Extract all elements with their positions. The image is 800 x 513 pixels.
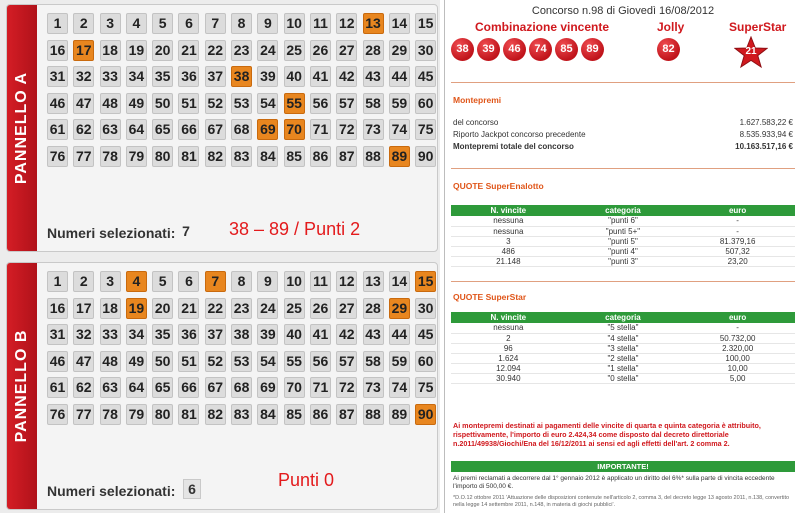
number-cell[interactable]: 87 xyxy=(336,146,357,167)
panel-a-side-tab xyxy=(7,5,37,251)
montepremi-row-label: Riporto Jackpot concorso precedente xyxy=(453,130,586,139)
number-cell[interactable]: 50 xyxy=(152,351,173,372)
number-cell[interactable]: 63 xyxy=(100,119,121,140)
number-cell[interactable]: 70 xyxy=(284,377,305,398)
number-cell-selected[interactable]: 38 xyxy=(231,66,252,87)
number-cell[interactable]: 78 xyxy=(100,404,121,425)
number-cell[interactable]: 69 xyxy=(257,377,278,398)
number-cell[interactable]: 68 xyxy=(231,377,252,398)
number-cell[interactable]: 58 xyxy=(363,93,384,114)
number-cell[interactable]: 85 xyxy=(284,146,305,167)
number-cell[interactable]: 14 xyxy=(389,271,410,292)
number-cell[interactable]: 21 xyxy=(178,40,199,61)
table-row xyxy=(451,323,795,333)
number-cell[interactable]: 81 xyxy=(178,146,199,167)
number-cell-selected[interactable]: 19 xyxy=(126,298,147,319)
table-row xyxy=(451,333,795,343)
table-row xyxy=(451,216,795,226)
number-cell[interactable]: 51 xyxy=(178,351,199,372)
montepremi-row-value: 8.535.933,94 € xyxy=(739,130,793,139)
number-cell[interactable]: 59 xyxy=(389,93,410,114)
number-cell[interactable]: 71 xyxy=(310,377,331,398)
table-cell: 96 xyxy=(451,343,566,353)
table-row xyxy=(451,226,795,236)
number-cell[interactable]: 23 xyxy=(231,298,252,319)
number-cell[interactable]: 48 xyxy=(100,93,121,114)
panel-a-selected-count: 7 xyxy=(182,223,190,239)
number-cell[interactable]: 18 xyxy=(100,40,121,61)
table-cell: 30.940 xyxy=(451,373,566,383)
number-cell[interactable]: 33 xyxy=(100,66,121,87)
number-cell[interactable]: 48 xyxy=(100,351,121,372)
number-cell[interactable]: 59 xyxy=(389,351,410,372)
column-header: categoria xyxy=(566,312,681,323)
superstar-label: SuperStar xyxy=(729,20,787,34)
number-cell[interactable]: 88 xyxy=(363,146,384,167)
table-cell: 50.732,00 xyxy=(680,333,795,343)
number-cell[interactable]: 26 xyxy=(310,298,331,319)
quote-superstar-table xyxy=(451,312,795,384)
panel-b-selected-count: 6 xyxy=(183,479,201,499)
number-cell[interactable]: 37 xyxy=(205,324,226,345)
table-cell: 3 xyxy=(451,236,566,246)
number-cell-selected[interactable]: 70 xyxy=(284,119,305,140)
number-cell[interactable]: 45 xyxy=(415,66,436,87)
table-row xyxy=(451,353,795,363)
panel-a-number-grid xyxy=(47,13,437,167)
number-cell[interactable]: 41 xyxy=(310,324,331,345)
winning-ball: 46 xyxy=(503,38,526,61)
panel-b-selected-label: Numeri selezionati: xyxy=(47,483,176,499)
number-cell-selected[interactable]: 69 xyxy=(257,119,278,140)
number-cell-selected[interactable]: 15 xyxy=(415,271,436,292)
montepremi-note: Ai montepremi destinati ai pagamenti delle vincite di quarta e quinta categoria è attribuito, rispettivamente, l'importo di euro 2.424,34 come disposto dal decreto direttoriale n.2011/49938/Giochi/Ena del 16/12/2011 ai sensi ed agli effetti dell'art. 2 comma 2. xyxy=(453,421,761,448)
number-cell[interactable]: 8 xyxy=(231,271,252,292)
number-cell[interactable]: 15 xyxy=(415,13,436,34)
panel-a-label: PANNELLO A xyxy=(13,71,30,185)
table-cell: 1.624 xyxy=(451,353,566,363)
number-cell[interactable]: 61 xyxy=(47,377,68,398)
number-cell[interactable]: 80 xyxy=(152,404,173,425)
number-cell[interactable]: 16 xyxy=(47,298,68,319)
quote-superenalotto-title: QUOTE SuperEnalotto xyxy=(453,181,544,191)
number-cell[interactable]: 56 xyxy=(310,93,331,114)
panel-b-label: PANNELLO B xyxy=(13,329,30,443)
number-cell[interactable]: 8 xyxy=(231,13,252,34)
winning-ball: 85 xyxy=(555,38,578,61)
table-row xyxy=(451,363,795,373)
number-cell-selected[interactable]: 7 xyxy=(205,271,226,292)
number-cell[interactable]: 77 xyxy=(73,404,94,425)
number-cell[interactable]: 60 xyxy=(415,93,436,114)
number-cell[interactable]: 20 xyxy=(152,40,173,61)
montepremi-row-label: Montepremi totale del concorso xyxy=(453,142,574,151)
winning-combination-label: Combinazione vincente xyxy=(475,20,610,34)
number-cell[interactable]: 35 xyxy=(152,324,173,345)
number-cell[interactable]: 74 xyxy=(389,377,410,398)
number-cell[interactable]: 79 xyxy=(126,146,147,167)
table-cell: "5 stella" xyxy=(566,323,681,333)
number-cell[interactable]: 47 xyxy=(73,93,94,114)
number-cell[interactable]: 5 xyxy=(152,271,173,292)
number-cell[interactable]: 29 xyxy=(389,40,410,61)
number-cell[interactable]: 76 xyxy=(47,404,68,425)
number-cell[interactable]: 39 xyxy=(257,324,278,345)
number-cell-selected[interactable]: 89 xyxy=(389,146,410,167)
number-cell[interactable]: 45 xyxy=(415,324,436,345)
number-cell[interactable]: 74 xyxy=(389,119,410,140)
table-cell: 507,32 xyxy=(680,246,795,256)
number-cell[interactable]: 2 xyxy=(73,271,94,292)
panel-b-number-grid xyxy=(47,271,437,425)
number-cell[interactable]: 12 xyxy=(336,271,357,292)
table-cell: 5,00 xyxy=(680,373,795,383)
number-cell[interactable]: 2 xyxy=(73,13,94,34)
winning-ball: 74 xyxy=(529,38,552,61)
number-cell[interactable]: 62 xyxy=(73,377,94,398)
number-cell[interactable]: 54 xyxy=(257,93,278,114)
column-header: euro xyxy=(680,205,795,216)
number-cell[interactable]: 43 xyxy=(363,324,384,345)
number-cell-selected[interactable]: 17 xyxy=(73,40,94,61)
number-cell[interactable]: 64 xyxy=(126,377,147,398)
number-cell[interactable]: 87 xyxy=(336,404,357,425)
number-cell[interactable]: 52 xyxy=(205,351,226,372)
number-cell[interactable]: 40 xyxy=(284,324,305,345)
number-cell[interactable]: 46 xyxy=(47,93,68,114)
number-cell[interactable]: 78 xyxy=(100,146,121,167)
number-cell[interactable]: 24 xyxy=(257,40,278,61)
number-cell[interactable]: 75 xyxy=(415,119,436,140)
number-cell[interactable]: 89 xyxy=(389,404,410,425)
table-cell: 21.148 xyxy=(451,256,566,266)
winning-numbers xyxy=(451,38,604,61)
table-header-row xyxy=(451,205,795,216)
footnote: *D.O.12 ottobre 2011 'Attuazione delle disposizioni contenute nell'articolo 2, comma 3, del decreto legge 13 agosto 2011, n.138, convertito nella legge 14 settembre 2011, n.148, in materia di giochi pubblici'. xyxy=(453,495,790,508)
number-cell[interactable]: 6 xyxy=(178,13,199,34)
number-cell[interactable]: 49 xyxy=(126,351,147,372)
section-divider xyxy=(451,82,795,83)
panel-a-result-annotation: 38 – 89 / Punti 2 xyxy=(229,219,361,239)
number-cell[interactable]: 14 xyxy=(389,13,410,34)
number-cell[interactable]: 25 xyxy=(284,40,305,61)
number-cell[interactable]: 5 xyxy=(152,13,173,34)
table-cell: 81.379,16 xyxy=(680,236,795,246)
number-cell[interactable]: 22 xyxy=(205,298,226,319)
table-cell: "0 stella" xyxy=(566,373,681,383)
number-cell[interactable]: 80 xyxy=(152,146,173,167)
number-cell[interactable]: 31 xyxy=(47,66,68,87)
montepremi-row-value: 10.163.517,16 € xyxy=(735,142,793,151)
number-cell[interactable]: 11 xyxy=(310,13,331,34)
panel-a-selected-label: Numeri selezionati: xyxy=(47,225,176,241)
number-cell[interactable]: 9 xyxy=(257,13,278,34)
number-cell[interactable]: 73 xyxy=(363,119,384,140)
number-cell[interactable]: 20 xyxy=(152,298,173,319)
number-cell[interactable]: 21 xyxy=(178,298,199,319)
montepremi-title: Montepremi xyxy=(453,95,502,105)
panel-b-side-tab xyxy=(7,263,37,509)
table-cell: - xyxy=(680,323,795,333)
montepremi-total-row xyxy=(453,142,793,151)
panel-b-result-annotation: Punti 0 xyxy=(278,470,335,490)
table-cell: "1 stella" xyxy=(566,363,681,373)
number-cell[interactable]: 76 xyxy=(47,146,68,167)
winning-ball: 39 xyxy=(477,38,500,61)
table-cell: 2 xyxy=(451,333,566,343)
quote-superstar-title: QUOTE SuperStar xyxy=(453,292,527,302)
number-cell-selected[interactable]: 29 xyxy=(389,298,410,319)
number-cell[interactable]: 55 xyxy=(284,351,305,372)
table-row xyxy=(451,246,795,256)
importante-banner: IMPORTANTE! xyxy=(451,461,795,472)
number-cell[interactable]: 44 xyxy=(389,324,410,345)
number-cell[interactable]: 53 xyxy=(231,93,252,114)
column-header: N. vincite xyxy=(451,312,566,323)
number-cell[interactable]: 82 xyxy=(205,146,226,167)
draw-title: Concorso n.98 di Giovedì 16/08/2012 xyxy=(531,5,715,17)
jolly-label: Jolly xyxy=(657,20,685,34)
number-cell[interactable]: 63 xyxy=(100,377,121,398)
number-cell-selected[interactable]: 55 xyxy=(284,93,305,114)
column-header: euro xyxy=(680,312,795,323)
number-cell[interactable]: 12 xyxy=(336,13,357,34)
number-cell[interactable]: 23 xyxy=(231,40,252,61)
section-divider xyxy=(451,168,795,169)
number-cell[interactable]: 36 xyxy=(178,324,199,345)
number-cell[interactable]: 47 xyxy=(73,351,94,372)
number-cell[interactable]: 39 xyxy=(257,66,278,87)
montepremi-row xyxy=(453,130,793,139)
number-cell[interactable]: 56 xyxy=(310,351,331,372)
number-cell[interactable]: 72 xyxy=(336,119,357,140)
number-cell[interactable]: 66 xyxy=(178,119,199,140)
number-cell[interactable]: 26 xyxy=(310,40,331,61)
section-divider xyxy=(451,281,795,282)
number-cell[interactable]: 22 xyxy=(205,40,226,61)
number-cell[interactable]: 1 xyxy=(47,13,68,34)
number-cell[interactable]: 54 xyxy=(257,351,278,372)
number-cell[interactable]: 58 xyxy=(363,351,384,372)
number-cell[interactable]: 37 xyxy=(205,66,226,87)
montepremi-row-label: del concorso xyxy=(453,118,499,127)
number-cell[interactable]: 65 xyxy=(152,377,173,398)
number-cell[interactable]: 60 xyxy=(415,351,436,372)
panel-b xyxy=(6,262,438,510)
number-cell[interactable]: 42 xyxy=(336,66,357,87)
table-cell: "punti 4" xyxy=(566,246,681,256)
number-cell[interactable]: 49 xyxy=(126,93,147,114)
number-cell[interactable]: 61 xyxy=(47,119,68,140)
table-cell: "punti 6" xyxy=(566,216,681,226)
number-cell[interactable]: 85 xyxy=(284,404,305,425)
number-cell[interactable]: 3 xyxy=(100,13,121,34)
number-cell[interactable]: 13 xyxy=(363,271,384,292)
number-cell[interactable]: 67 xyxy=(205,377,226,398)
number-cell[interactable]: 34 xyxy=(126,324,147,345)
table-cell: 100,00 xyxy=(680,353,795,363)
column-header: N. vincite xyxy=(451,205,566,216)
number-cell[interactable]: 57 xyxy=(336,351,357,372)
table-cell: 2.320,00 xyxy=(680,343,795,353)
number-cell[interactable]: 88 xyxy=(363,404,384,425)
jolly-ball: 82 xyxy=(657,38,680,61)
number-cell[interactable]: 30 xyxy=(415,40,436,61)
number-cell[interactable]: 52 xyxy=(205,93,226,114)
number-cell[interactable]: 36 xyxy=(178,66,199,87)
number-cell[interactable]: 51 xyxy=(178,93,199,114)
number-cell[interactable]: 44 xyxy=(389,66,410,87)
number-cell[interactable]: 86 xyxy=(310,146,331,167)
number-cell[interactable]: 34 xyxy=(126,66,147,87)
table-cell: nessuna xyxy=(451,226,566,236)
table-cell: "4 stella" xyxy=(566,333,681,343)
number-cell[interactable]: 53 xyxy=(231,351,252,372)
table-cell: "2 stella" xyxy=(566,353,681,363)
number-cell[interactable]: 77 xyxy=(73,146,94,167)
number-cell[interactable]: 40 xyxy=(284,66,305,87)
table-cell: nessuna xyxy=(451,323,566,333)
number-cell[interactable]: 67 xyxy=(205,119,226,140)
number-cell[interactable]: 10 xyxy=(284,13,305,34)
number-cell-selected[interactable]: 4 xyxy=(126,271,147,292)
number-cell[interactable]: 66 xyxy=(178,377,199,398)
table-row xyxy=(451,236,795,246)
table-row xyxy=(451,343,795,353)
number-cell[interactable]: 46 xyxy=(47,351,68,372)
number-cell[interactable]: 27 xyxy=(336,298,357,319)
number-cell[interactable]: 42 xyxy=(336,324,357,345)
number-cell[interactable]: 3 xyxy=(100,271,121,292)
table-cell: 23,20 xyxy=(680,256,795,266)
table-row xyxy=(451,373,795,383)
montepremi-row-value: 1.627.583,22 € xyxy=(739,118,793,127)
number-cell[interactable]: 9 xyxy=(257,271,278,292)
results-panel xyxy=(444,0,800,513)
number-cell[interactable]: 11 xyxy=(310,271,331,292)
number-cell[interactable]: 28 xyxy=(363,40,384,61)
table-cell: nessuna xyxy=(451,216,566,226)
number-cell[interactable]: 19 xyxy=(126,40,147,61)
number-cell[interactable]: 43 xyxy=(363,66,384,87)
number-cell[interactable]: 24 xyxy=(257,298,278,319)
number-cell[interactable]: 17 xyxy=(73,298,94,319)
number-cell[interactable]: 73 xyxy=(363,377,384,398)
table-cell: "3 stella" xyxy=(566,343,681,353)
number-cell[interactable]: 30 xyxy=(415,298,436,319)
number-cell[interactable]: 32 xyxy=(73,324,94,345)
number-cell[interactable]: 84 xyxy=(257,146,278,167)
quote-superenalotto-table xyxy=(451,205,795,267)
number-cell[interactable]: 72 xyxy=(336,377,357,398)
number-cell[interactable]: 4 xyxy=(126,13,147,34)
number-cell[interactable]: 75 xyxy=(415,377,436,398)
winning-ball: 38 xyxy=(451,38,474,61)
number-cell[interactable]: 7 xyxy=(205,13,226,34)
table-cell: - xyxy=(680,226,795,236)
number-cell[interactable]: 32 xyxy=(73,66,94,87)
number-cell[interactable]: 90 xyxy=(415,146,436,167)
table-cell: "punti 3" xyxy=(566,256,681,266)
number-cell-selected[interactable]: 13 xyxy=(363,13,384,34)
table-cell: 10,00 xyxy=(680,363,795,373)
number-cell[interactable]: 82 xyxy=(205,404,226,425)
table-cell: "punti 5+" xyxy=(566,226,681,236)
number-cell[interactable]: 71 xyxy=(310,119,331,140)
column-header: categoria xyxy=(566,205,681,216)
number-cell[interactable]: 25 xyxy=(284,298,305,319)
table-cell: "punti 5" xyxy=(566,236,681,246)
number-cell[interactable]: 31 xyxy=(47,324,68,345)
superstar-number: 21 xyxy=(745,46,757,57)
number-cell[interactable]: 10 xyxy=(284,271,305,292)
number-cell[interactable]: 38 xyxy=(231,324,252,345)
number-cell[interactable]: 1 xyxy=(47,271,68,292)
number-cell[interactable]: 68 xyxy=(231,119,252,140)
number-cell[interactable]: 83 xyxy=(231,404,252,425)
winning-ball: 89 xyxy=(581,38,604,61)
number-cell[interactable]: 62 xyxy=(73,119,94,140)
number-cell[interactable]: 33 xyxy=(100,324,121,345)
table-header-row xyxy=(451,312,795,323)
number-cell[interactable]: 79 xyxy=(126,404,147,425)
number-cell[interactable]: 57 xyxy=(336,93,357,114)
number-cell[interactable]: 16 xyxy=(47,40,68,61)
montepremi-row xyxy=(453,118,793,127)
number-cell[interactable]: 65 xyxy=(152,119,173,140)
number-cell[interactable]: 18 xyxy=(100,298,121,319)
number-cell[interactable]: 81 xyxy=(178,404,199,425)
table-cell: - xyxy=(680,216,795,226)
number-cell[interactable]: 84 xyxy=(257,404,278,425)
table-cell: 486 xyxy=(451,246,566,256)
panel-a xyxy=(6,4,438,252)
table-cell: 12.094 xyxy=(451,363,566,373)
number-cell-selected[interactable]: 90 xyxy=(415,404,436,425)
number-cell[interactable]: 50 xyxy=(152,93,173,114)
number-cell[interactable]: 41 xyxy=(310,66,331,87)
number-cell[interactable]: 6 xyxy=(178,271,199,292)
number-cell[interactable]: 86 xyxy=(310,404,331,425)
number-cell[interactable]: 64 xyxy=(126,119,147,140)
importante-text: Ai premi reclamati a decorrere dal 1° gennaio 2012 è applicato un diritto del 6%* sulla parte di vincita eccedente l'importo di 500,00 €. xyxy=(453,475,775,490)
number-cell[interactable]: 35 xyxy=(152,66,173,87)
number-cell[interactable]: 83 xyxy=(231,146,252,167)
table-row xyxy=(451,256,795,266)
number-cell[interactable]: 27 xyxy=(336,40,357,61)
number-cell[interactable]: 28 xyxy=(363,298,384,319)
